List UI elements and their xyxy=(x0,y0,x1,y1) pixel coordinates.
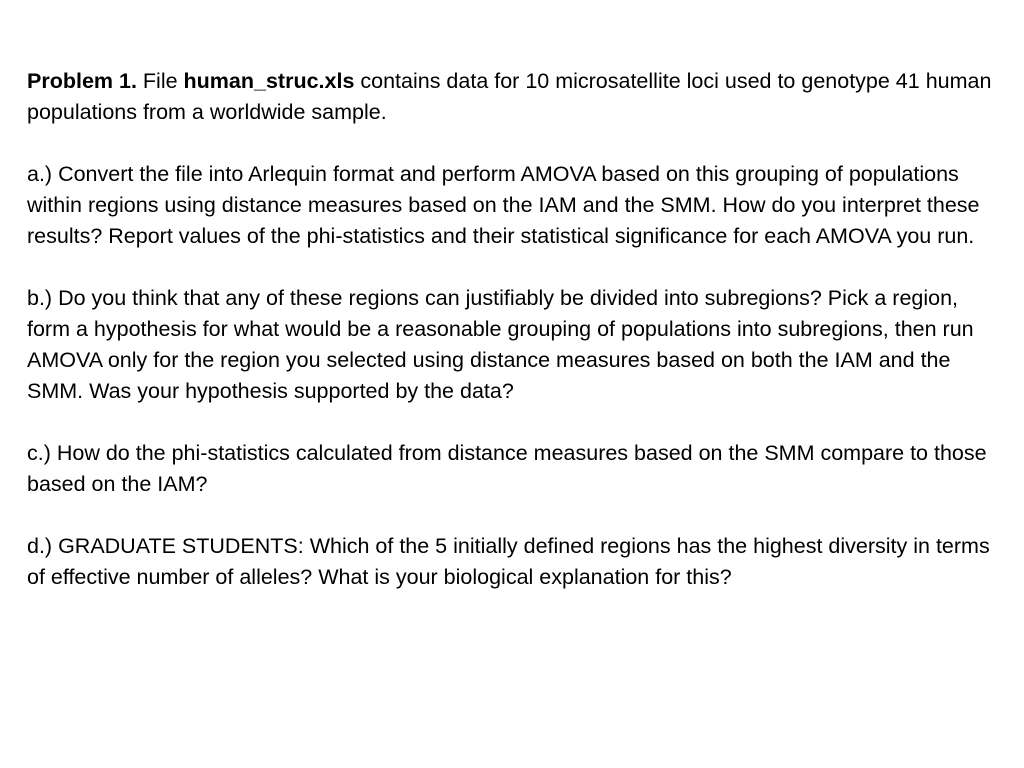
question-a: a.) Convert the file into Arlequin format and perform AMOVA based on this grouping of populations within regions using distance measures based on the IAM and the SMM. How do you interpret these results? Report values of the phi-statistics and their statistical significance for each AMOVA you run. xyxy=(27,162,980,248)
question-d: d.) GRADUATE STUDENTS: Which of the 5 initially defined regions has the highest diversity in terms of effective number of alleles? What is your biological explanation for this? xyxy=(27,534,990,589)
problem-intro xyxy=(27,66,1004,128)
question-b: b.) Do you think that any of these regions can justifiably be divided into subregions? Pick a region, form a hypothesis for what would be a reasonable grouping of populations into subregions, then run AMOVA only for the region you selected using distance measures based on both the IAM and the SMM. Was your hypothesis supported by the data? xyxy=(27,286,974,403)
file-name: human_struc.xls xyxy=(183,69,355,93)
intro-post-text: contains data for 10 microsatellite loci used to genotype 41 human populations from a worldwide sample. xyxy=(27,69,992,124)
problem-heading: Problem 1. xyxy=(27,69,137,93)
intro-pre-text: File xyxy=(136,69,184,93)
question-c: c.) How do the phi-statistics calculated from distance measures based on the SMM compare to those based on the IAM? xyxy=(27,441,987,496)
